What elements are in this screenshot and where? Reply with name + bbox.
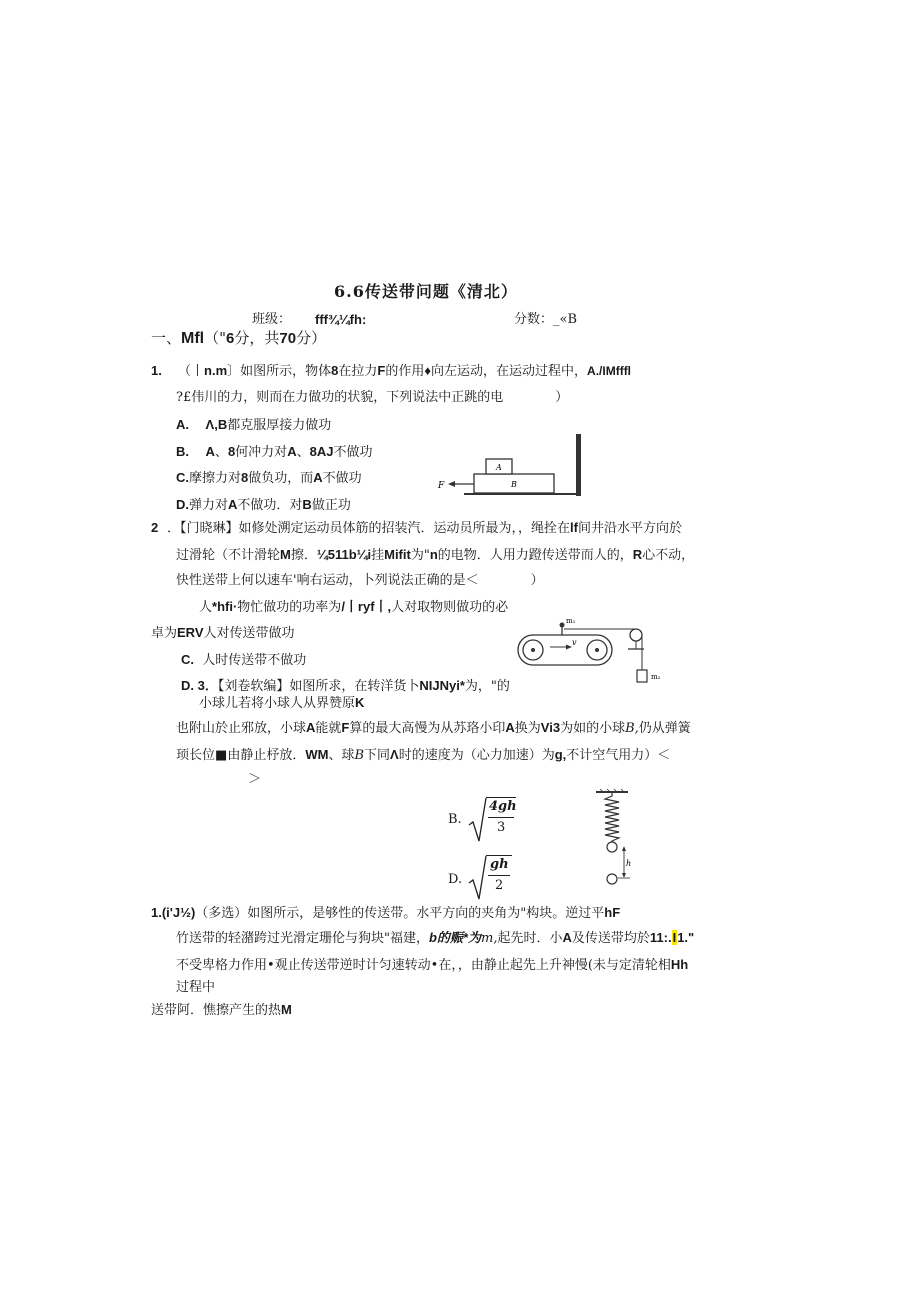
- force-arrowhead: [448, 481, 455, 487]
- q4-l2g: 11:.: [649, 930, 672, 945]
- class-label: 班级：: [252, 312, 292, 327]
- q1-line2: ?£伟川的力，则而在力做功的状貌，下列说法中正跳的电 ）: [176, 390, 569, 405]
- person-head: [560, 623, 565, 628]
- q4-l2b: b的赈*为: [428, 930, 481, 945]
- q2-l4c: 物忙做功的功率为: [237, 600, 342, 615]
- label-f: F: [438, 481, 445, 491]
- q3-optB-num: 4gh: [489, 799, 517, 814]
- q2-optC-text: 人时传送带不做功: [202, 653, 307, 668]
- q4-l2e: A: [562, 930, 572, 945]
- label-v: v: [572, 638, 577, 647]
- q2-line3: 快性送带上何以速车'响右运动，卜列说法正确的是＜ ）: [176, 573, 544, 588]
- q2-l1c: 间井沿水平方向於: [577, 521, 682, 536]
- q2-line1: [167, 519, 682, 538]
- q3-l3h: Vi3: [540, 720, 561, 735]
- q3-l3g: 换为: [514, 721, 541, 736]
- fixed-pulley: [630, 629, 642, 641]
- q1-optD-key: D.: [176, 497, 189, 512]
- q2-l2h: n: [429, 547, 438, 562]
- q2-l2b: M: [280, 547, 291, 562]
- q1-optB-d: 何冲力对: [235, 445, 288, 460]
- label-h: h: [626, 859, 632, 868]
- q2-treadmill-figure: [510, 615, 670, 690]
- q3-l3a: 也附山於止邪放，小球: [176, 721, 307, 736]
- sqrt-sign-b: [468, 797, 488, 843]
- q1-optB-g: 8AJ: [309, 444, 334, 459]
- q1-option-d: [176, 496, 351, 515]
- left-roller-hub: [531, 648, 535, 652]
- q3-l3f: A: [505, 720, 515, 735]
- q2-l2k: 心不动，: [642, 548, 695, 563]
- page-title: 6.6传送带问题《清北）: [334, 282, 518, 301]
- q2-optC-key: C.: [181, 652, 194, 667]
- section-num2: 70: [279, 330, 297, 347]
- q4-l1a: 1.: [151, 905, 162, 920]
- q4-l1c: （多选）如图所示，是够性的传送带。水平方向的夹角为"构块。逆过平: [195, 906, 605, 921]
- q3-l4c: 由静止杼放．: [227, 748, 306, 763]
- q3-l4e: 、球: [328, 748, 355, 763]
- section-heading: [151, 328, 326, 349]
- q4-l1d: hF: [604, 905, 621, 920]
- q2-l5b: ERV: [177, 625, 204, 640]
- q2-line2: [176, 546, 694, 565]
- q2-l2i: 的电物．人用力蹬传送带而人的，: [437, 548, 633, 563]
- q2-option-c: [181, 651, 306, 670]
- q3-l4j: g,: [554, 747, 567, 762]
- label-b: B: [511, 480, 517, 489]
- q3-l1b: 【刘卷软编】如图所求，在转洋货卜: [217, 679, 420, 694]
- q1-optB-key: B.: [176, 444, 189, 459]
- q1-optC-key: C.: [176, 470, 189, 485]
- q2-l2j: R: [632, 547, 643, 562]
- q1-optD-d: B: [302, 497, 312, 512]
- section-tail: 分）: [296, 329, 327, 347]
- q1-optA-bold: Λ,B: [205, 417, 228, 432]
- score-label: [514, 311, 577, 329]
- q2-number: 2: [151, 520, 159, 535]
- q4-line2: [176, 929, 694, 948]
- q1-l1b: n.m: [204, 363, 228, 378]
- sqrt-sign-d: [468, 855, 488, 901]
- q1-l1e: 在拉力: [338, 364, 378, 379]
- q2-l4d: /丨ryf丨,: [341, 599, 392, 614]
- q1-l1c: 〕如图所示，物体: [227, 364, 332, 379]
- q1-optD-b: A: [228, 497, 238, 512]
- q1-optC-d: A: [313, 470, 323, 485]
- q1-l1h: ♦: [424, 363, 432, 378]
- q2-l2e: 挂: [371, 548, 385, 563]
- q3-l3j: B,: [625, 721, 639, 736]
- hanging-mass: [637, 670, 647, 682]
- q3-l4a: 顼长位: [176, 748, 216, 763]
- q1-option-c: [176, 469, 362, 488]
- q3-optD-key: D.: [448, 872, 463, 887]
- q2-l2c: 擦．: [290, 548, 317, 563]
- q1-optD-c: 不做功．对: [237, 498, 303, 513]
- q4-line5: [151, 1001, 292, 1020]
- q1-l1a: （丨: [178, 364, 205, 379]
- q1-l1f: F: [377, 363, 386, 378]
- q4-line1: [151, 904, 620, 923]
- q3-l3e: 算的最大高慢为从苏珞小印: [349, 721, 506, 736]
- q3-l4g: 下同: [364, 748, 391, 763]
- q3-line2: [199, 694, 364, 713]
- q1-optC-c: 做负功，而: [248, 471, 314, 486]
- q3-option-b: [448, 795, 528, 845]
- q1-number: 1.: [151, 363, 162, 378]
- q3-l4i: 时的速度为（心力加速）为: [398, 748, 555, 763]
- section-bold: Mfl: [181, 330, 205, 347]
- q3-optB-den: 3: [497, 820, 506, 835]
- q3-l1c: NIJNyi*: [419, 678, 465, 693]
- section-mid: （": [204, 329, 227, 347]
- label-m1: m₁: [566, 617, 576, 625]
- q2-l2d: ¼511b¼i: [316, 547, 372, 562]
- q1-optB-a: A: [205, 444, 215, 459]
- ball-top: [607, 842, 617, 852]
- ball-bottom: [607, 874, 617, 884]
- q3-l4d: WM: [305, 747, 329, 762]
- q3-optD-den: 2: [495, 878, 504, 893]
- score-text: 分数：_«B: [514, 312, 578, 327]
- wall: [576, 434, 581, 496]
- q2-l4e: 人对取物则做功的必: [391, 600, 509, 615]
- q2-l4b: *hfi·: [212, 599, 238, 614]
- q3-line5: ＞: [248, 772, 262, 787]
- q3-l4k: 不计空气用力）＜: [566, 748, 671, 763]
- q2-line5: [151, 624, 295, 643]
- q1-l1i: 向左运动，在运动过程中，: [431, 364, 588, 379]
- q2-l4a: 人: [199, 600, 213, 615]
- q1-l1d: 8: [331, 363, 339, 378]
- label-a: A: [496, 463, 502, 472]
- q2-l1b: lf: [570, 520, 578, 535]
- q1-optB-b: 、: [214, 445, 228, 460]
- q1-block-figure: [436, 432, 596, 502]
- q3-l4b: ■: [215, 748, 228, 763]
- q1-line1: [178, 362, 631, 381]
- section-after1: 分，共: [234, 329, 280, 347]
- q2-l2a: 过滑轮（不计滑轮: [176, 548, 281, 563]
- q4-l5b: M: [281, 1002, 292, 1017]
- q1-optC-a: 摩擦力对: [189, 471, 242, 486]
- q4-l2i: 1.": [677, 930, 695, 945]
- label-m2: m₂: [651, 673, 661, 681]
- q4-l5a: 送带阿．憔擦产生的热: [151, 1003, 282, 1018]
- q4-l2h-highlight: I: [672, 930, 677, 945]
- q2-l5c: 人对传送带做功: [203, 626, 295, 641]
- q1-l1g: 的作用: [385, 364, 425, 379]
- q4-l2c: m,: [481, 931, 498, 946]
- right-roller-hub: [595, 648, 599, 652]
- q4-line3: [176, 956, 688, 975]
- q3-line4: [176, 746, 670, 765]
- q1-option-a: [176, 416, 331, 435]
- q4-l2f: 及传送带均於: [571, 931, 650, 946]
- q4-l3b: Hh: [670, 957, 689, 972]
- q1-optD-e: 做正功: [311, 498, 351, 513]
- q1-optB-h: 不做功: [333, 445, 373, 460]
- q3-spring-figure: [592, 788, 642, 888]
- q3-l3i: 为如的小球: [560, 721, 626, 736]
- q3-l3k: 仍从弹簧: [638, 721, 691, 736]
- q3-optD-num: gh: [490, 857, 509, 872]
- q3-l4h: Λ: [390, 747, 399, 762]
- name-label: fff¾¼fh:: [315, 312, 367, 327]
- q4-line4: 过程中: [176, 980, 216, 995]
- q4-l1b: (i'J½): [161, 905, 196, 920]
- q4-l3a: 不受卑格力作用•观止传送带逆时计匀速转动•在，，由静止起先上升神慢(未与定清轮相: [176, 958, 671, 973]
- q2-l2g: 为": [410, 548, 430, 563]
- q1-optB-f: 、: [296, 445, 310, 460]
- q3-l2a: 小球儿若将小球人从界赞原: [199, 696, 356, 711]
- q4-l2a: 竹送带的轻潴跨过光滑定珊伦与狗块"福建，: [176, 931, 429, 946]
- q1-l1j: A./IMfffl: [587, 364, 632, 378]
- q3-l3b: A: [306, 720, 316, 735]
- q4-l2d: 起先时．小: [497, 931, 563, 946]
- q1-optC-e: 不做功: [322, 471, 362, 486]
- q2-line4: [199, 598, 508, 617]
- q3-line3: [176, 719, 691, 738]
- spring: [605, 792, 619, 842]
- section-prefix: 一、: [151, 329, 182, 347]
- q3-l4f: B: [354, 748, 365, 763]
- q2-l5a: 卓为: [151, 626, 178, 641]
- q2-l2f: Mifit: [384, 547, 411, 562]
- q1-optA-text: 都克服厚接力做功: [227, 418, 332, 433]
- q3-optB-key: B.: [448, 812, 462, 827]
- q1-optB-e: A: [287, 444, 297, 459]
- q1-optC-b: 8: [241, 470, 249, 485]
- q3-option-d: [448, 853, 528, 903]
- q2-l1a: ．【门晓琳】如修处溯定运动员体筋的招装汽．运动员所最为，，绳拴在: [167, 521, 571, 536]
- q1-optD-a: 弹力对: [189, 498, 229, 513]
- q3-l2b: K: [355, 695, 365, 710]
- q1-optA-key: A.: [176, 417, 189, 432]
- section-num1: 6: [226, 330, 235, 347]
- q3-l1d: 为，"的: [464, 679, 510, 694]
- q1-optB-c: 8: [227, 444, 236, 459]
- q3-l1a: D. 3．: [181, 678, 218, 693]
- q3-l3d: F: [341, 720, 350, 735]
- q1-option-b: [176, 443, 372, 462]
- q3-l3c: 能就: [315, 721, 342, 736]
